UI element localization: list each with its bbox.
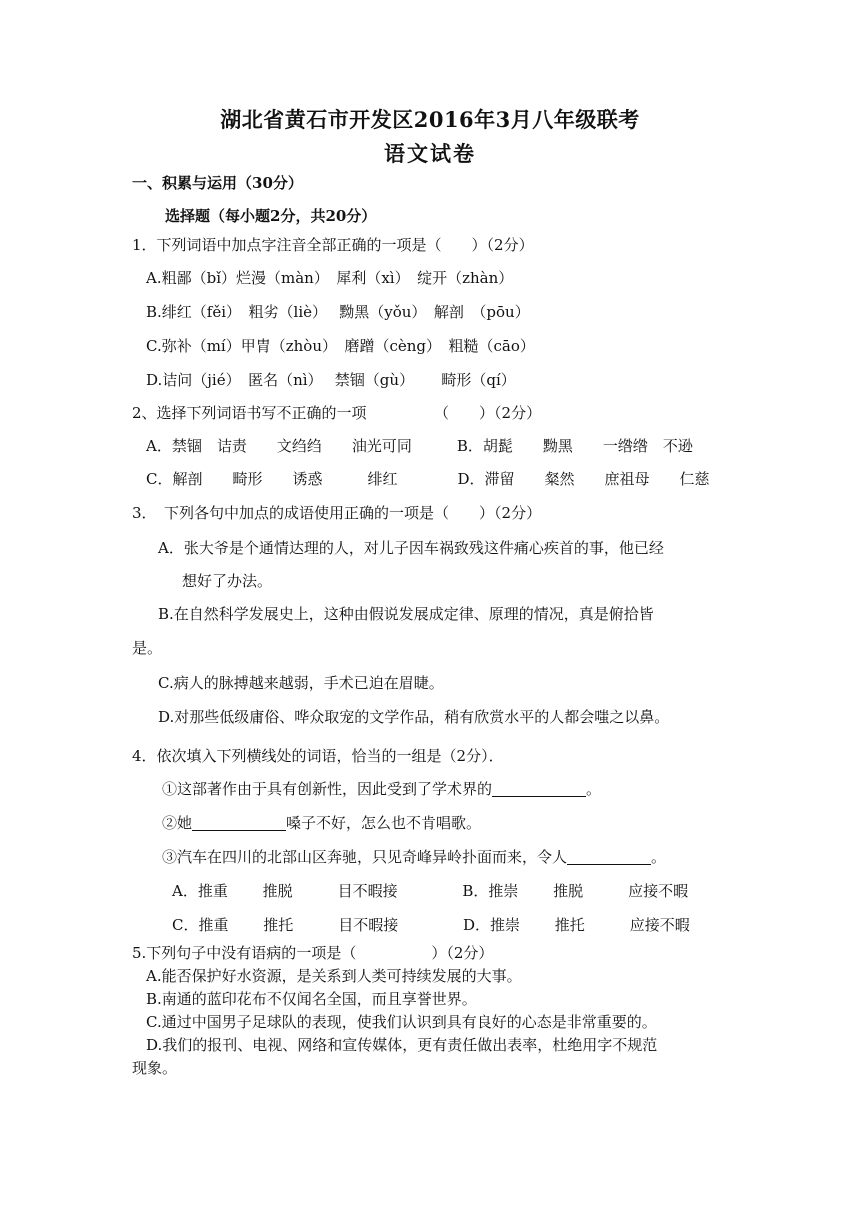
- exam-title: 湖北省黄石市开发区2016年3月八年级联考: [220, 107, 640, 132]
- q3-option-b-line2: 是。: [132, 639, 163, 657]
- choice-heading: 选择题（每小题2分，共20分）: [165, 207, 377, 225]
- q4-options-ab: A．推重 推脱 目不暇接 B．推崇 推脱 应接不暇: [172, 882, 689, 900]
- q3-option-c: C.病人的脉搏越来越弱，手术已迫在眉睫。: [158, 674, 444, 692]
- fill-blank: [492, 780, 586, 797]
- q3-option-d: D.对那些低级庸俗、哗众取宠的文学作品，稍有欣赏水平的人都会嗤之以鼻。: [158, 708, 670, 726]
- q4-s2-end: 嗓子不好，怎么也不肯唱歌。: [286, 814, 482, 832]
- q3-option-a-line1: A．张大爷是个通情达理的人，对儿子因车祸致残这件痛心疾首的事，他已经: [158, 539, 664, 557]
- q1-option-c: C.弥补（mí）甲胄（zhòu） 磨蹭（cèng） 粗糙（cāo）: [146, 337, 535, 355]
- q4-stem: 4．依次填入下列横线处的词语，恰当的一组是（2分）．: [132, 747, 504, 765]
- exam-subtitle: 语文试卷: [384, 141, 476, 166]
- q4-s3-end: 。: [651, 848, 667, 866]
- section-heading: 一、积累与运用（30分）: [132, 174, 303, 192]
- q5-option-b: B.南通的蓝印花布不仅闻名全国，而且享誉世界。: [146, 990, 477, 1008]
- q4-sentence-3: [162, 846, 666, 868]
- q4-s1-end: 。: [586, 780, 602, 798]
- q4-sentence-1: [162, 778, 601, 800]
- q2-options-cd: C．解剖 畸形 诱惑 绯红 D．滞留 粲然 庶祖母 仁慈: [146, 470, 710, 488]
- q5-stem: 5.下列句子中没有语病的一项是（ ）（2分）: [132, 944, 494, 962]
- q3-option-b-line1: B.在自然科学发展史上，这种由假说发展成定律、原理的情况，真是俯拾皆: [158, 605, 654, 623]
- q4-s1-text: ①这部著作由于具有创新性，因此受到了学术界的: [162, 780, 493, 798]
- q2-stem: 2、选择下列词语书写不正确的一项 （ ）（2分）: [132, 404, 542, 422]
- q4-options-cd: C．推重 推托 目不暇接 D．推崇 推托 应接不暇: [172, 916, 690, 934]
- q4-sentence-2: [162, 812, 481, 834]
- q5-option-d-line1: D.我们的报刊、电视、网络和宣传媒体，更有责任做出表率，杜绝用字不规范: [146, 1036, 658, 1054]
- q5-option-a: A.能否保护好水资源，是关系到人类可持续发展的大事。: [146, 967, 522, 985]
- q1-option-b: B.绯红（fěi） 粗劣（liè） 黝黑（yǒu） 解剖 （pōu）: [146, 303, 530, 321]
- fill-blank: [567, 848, 651, 865]
- q4-s3-text: ③汽车在四川的北部山区奔驰，只见奇峰异岭扑面而来，令人: [162, 848, 568, 866]
- q3-option-a-line2: 想好了办法。: [182, 572, 273, 590]
- fill-blank: [192, 814, 286, 831]
- q1-stem: 1．下列词语中加点字注音全部正确的一项是（ ）（2分）: [132, 236, 534, 254]
- q3-stem: 3． 下列各句中加点的成语使用正确的一项是（ ）（2分）: [132, 504, 542, 522]
- q2-options-ab: A．禁锢 诘责 文绉绉 油光可同 B．胡髭 黝黑 一绺绺 不逊: [146, 437, 693, 455]
- q5-option-c: C.通过中国男子足球队的表现，使我们认识到具有良好的心态是非常重要的。: [146, 1013, 657, 1031]
- q4-s2-text: ②她: [162, 814, 193, 832]
- q1-option-a: A.粗鄙（bǐ）烂漫（màn） 犀利（xì） 绽开（zhàn）: [146, 269, 514, 287]
- q1-option-d: D.诘问（jié） 匿名（nì） 禁锢（gù） 畸形（qí）: [146, 371, 516, 389]
- q5-option-d-line2: 现象。: [132, 1059, 178, 1077]
